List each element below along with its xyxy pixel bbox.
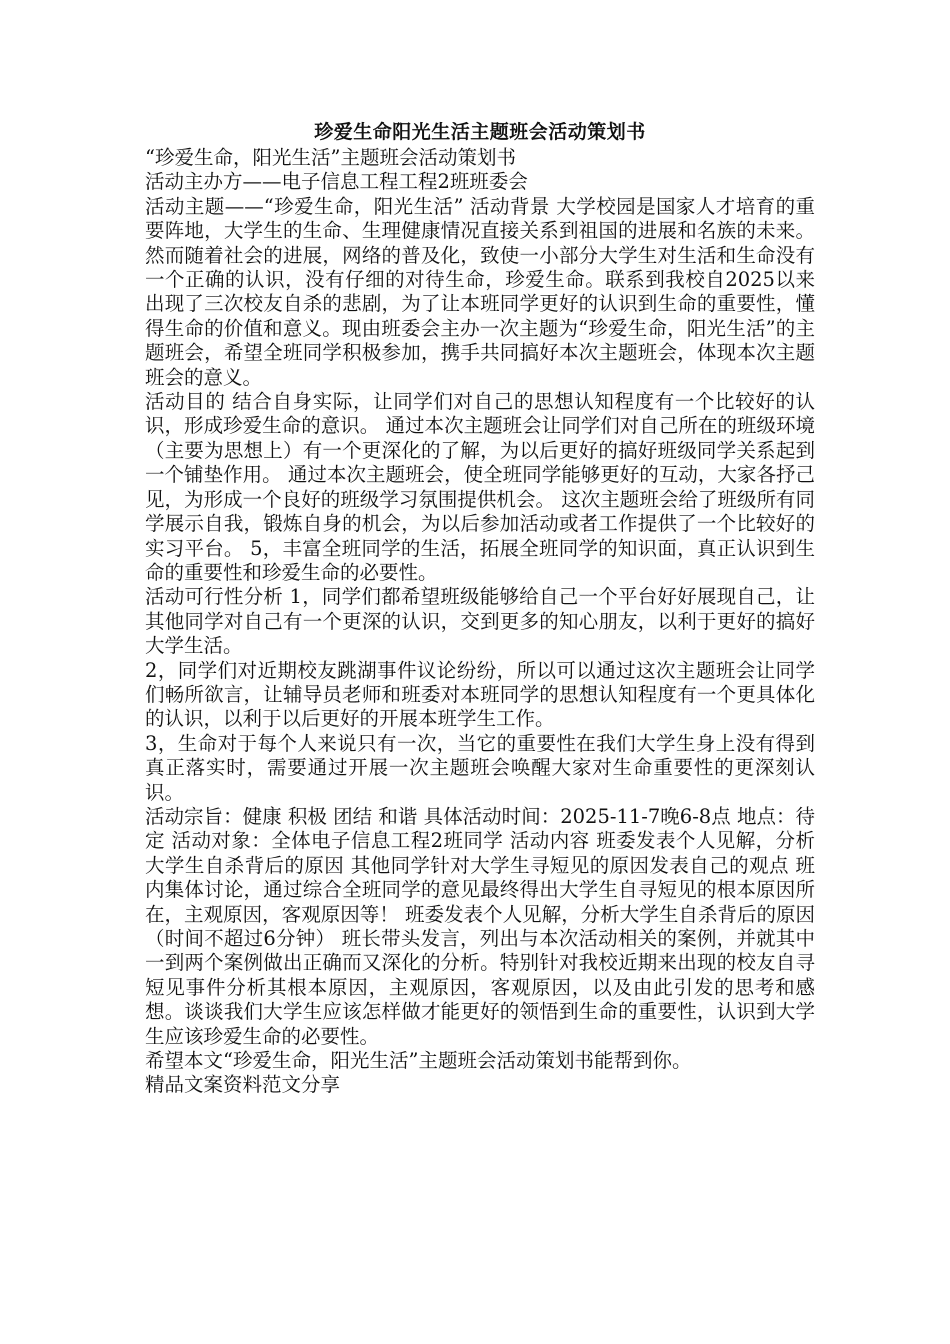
document-page bbox=[145, 118, 815, 1098]
paragraph-feasibility-2: 2，同学们对近期校友跳湖事件议论纷纷，所以可以通过这次主题班会让同学们畅所欲言，让辅导员老师和班委对本班同学的思想认知程度有一个更具体化的认识，以利于以后更好的开展本班学生工作。 bbox=[145, 658, 815, 731]
paragraph-feasibility-3: 3，生命对于每个人来说只有一次，当它的重要性在我们大学生身上没有得到真正落实时，需要通过开展一次主题班会唤醒大家对生命重要性的更深刻认识。 bbox=[145, 731, 815, 804]
paragraph-feasibility-1: 活动可行性分析 1，同学们都希望班级能够给自己一个平台好好展现自己，让其他同学对自己有一个更深的认识，交到更多的知心朋友，以利于更好的搞好大学生活。 bbox=[145, 585, 815, 658]
paragraph-doc-heading: “珍爱生命，阳光生活”主题班会活动策划书 bbox=[145, 146, 516, 169]
paragraph-theme-background: 活动主题——“珍爱生命，阳光生活” 活动背景 大学校园是国家人才培育的重要阵地，大学生的生命、生理健康情况直接关系到祖国的进展和名族的未来。然而随着社会的进展，网络的普及化，致使一小部分大学生对生活和生命没有一个正确的认识，没有仔细的对待生命，珍爱生命。联系到我校自2025以来出现了三次校友自杀的悲剧，为了让本班同学更好的认识到生命的重要性，懂得生命的价值和意义。现由班委会主办一次主题为“珍爱生命，阳光生活”的主题班会，希望全班同学积极参加，携手共同搞好本次主题班会，体现本次主题班会的意义。 bbox=[145, 194, 815, 389]
document-title: 珍爱生命阳光生活主题班会活动策划书 bbox=[314, 121, 646, 143]
paragraph-tenet-content: 活动宗旨：健康 积极 团结 和谐 具体活动时间：2025-11-7晚6-8点 地点：待定 活动对象：全体电子信息工程2班同学 活动内容 班委发表个人见解，分析大学生自杀背后的原因 其他同学针对大学生寻短见的原因发表自己的观点 班内集体讨论，通过综合全班同学的意见最终得出大学生自寻短见的根本原因所在，主观原因，客观原因等！ 班委发表个人见解，分析大学生自杀背后的原因（时间不超过6分钟） 班长带头发言，列出与本次活动相关的案例，并就其中一到两个案例做出正确而又深化的分析。特别针对我校近期来出现的校友自寻短见事件分析其根本原因，主观原因，客观原因，以及由此引发的思考和感想。谈谈我们大学生应该怎样做才能更好的领悟到生命的重要性，认识到大学生应该珍爱生命的必要性。 bbox=[145, 804, 815, 1048]
paragraph-organizer: 活动主办方——电子信息工程工程2班班委会 bbox=[145, 170, 528, 194]
paragraph-purpose: 活动目的 结合自身实际，让同学们对自己的思想认知程度有一个比较好的认识，形成珍爱生命的意识。 通过本次主题班会让同学们对自己所在的班级环境（主要为思想上）有一个更深化的了解，为以后更好的搞好班级同学关系起到一个铺垫作用。 通过本次主题班会，使全班同学能够更好的互动，大家各抒己见，为形成一个良好的班级学习氛围提供机会。 这次主题班会给了班级所有同学展示自我，锻炼自身的机会，为以后参加活动或者工作提供了一个比较好的实习平台。 5，丰富全班同学的生活，拓展全班同学的知识面，真正认识到生命的重要性和珍爱生命的必要性。 bbox=[145, 390, 815, 584]
paragraph-closing: 希望本文“珍爱生命，阳光生活”主题班会活动策划书能帮到你。 bbox=[145, 1049, 692, 1073]
paragraph-footer-note: 精品文案资料范文分享 bbox=[145, 1073, 341, 1097]
